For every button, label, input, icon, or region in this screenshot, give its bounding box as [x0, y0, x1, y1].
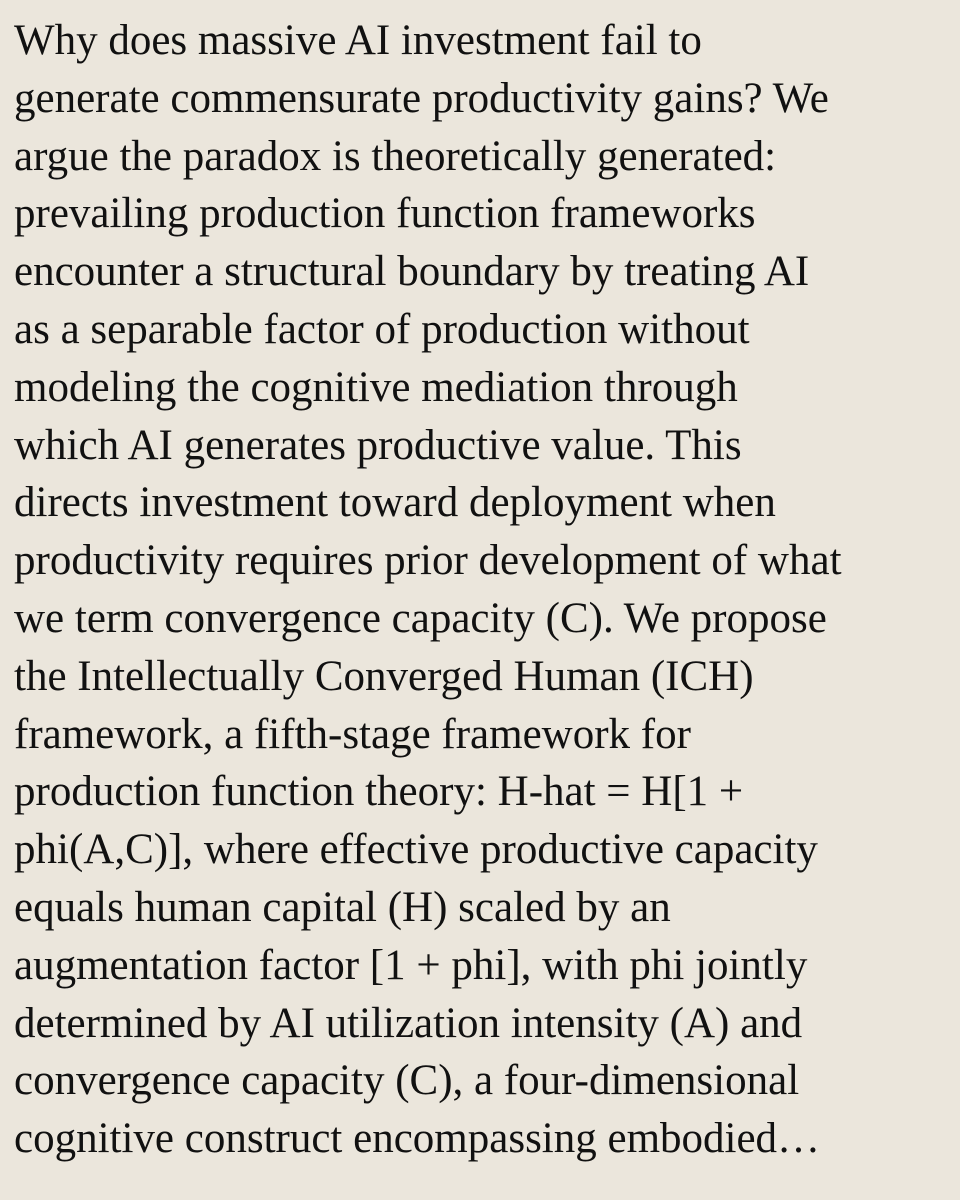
abstract-line: convergence capacity (C), a four-dimensional	[14, 1057, 800, 1105]
abstract-line: generate commensurate productivity gains? We	[14, 74, 829, 122]
abstract-line: we term convergence capacity (C). We propose	[14, 594, 827, 642]
abstract-line: encounter a structural boundary by treating AI	[14, 248, 810, 296]
abstract-line: prevailing production function frameworks	[14, 190, 756, 238]
abstract-line: as a separable factor of production without	[14, 305, 750, 353]
abstract-line: productivity requires prior development of what	[14, 537, 842, 585]
abstract-line: production function theory: H-hat = H[1 +	[14, 768, 744, 816]
abstract-line: modeling the cognitive mediation through	[14, 363, 738, 411]
abstract-line: framework, a fifth-stage framework for	[14, 710, 691, 758]
abstract-line: augmentation factor [1 + phi], with phi jointly	[14, 941, 808, 989]
abstract-line: the Intellectually Converged Human (ICH)	[14, 652, 754, 700]
abstract-line: which AI generates productive value. This	[14, 421, 742, 469]
abstract-line: Why does massive AI investment fail to	[14, 17, 702, 64]
abstract-line: equals human capital (H) scaled by an	[14, 883, 671, 931]
abstract-line: argue the paradox is theoretically generated:	[14, 132, 777, 180]
abstract-line: cognitive construct encompassing embodied…	[14, 1115, 821, 1163]
abstract-line: directs investment toward deployment when	[14, 479, 776, 527]
abstract-line: determined by AI utilization intensity (A) and	[14, 999, 803, 1047]
abstract-line: phi(A,C)], where effective productive capacity	[14, 826, 818, 874]
abstract-text	[14, 12, 954, 1168]
